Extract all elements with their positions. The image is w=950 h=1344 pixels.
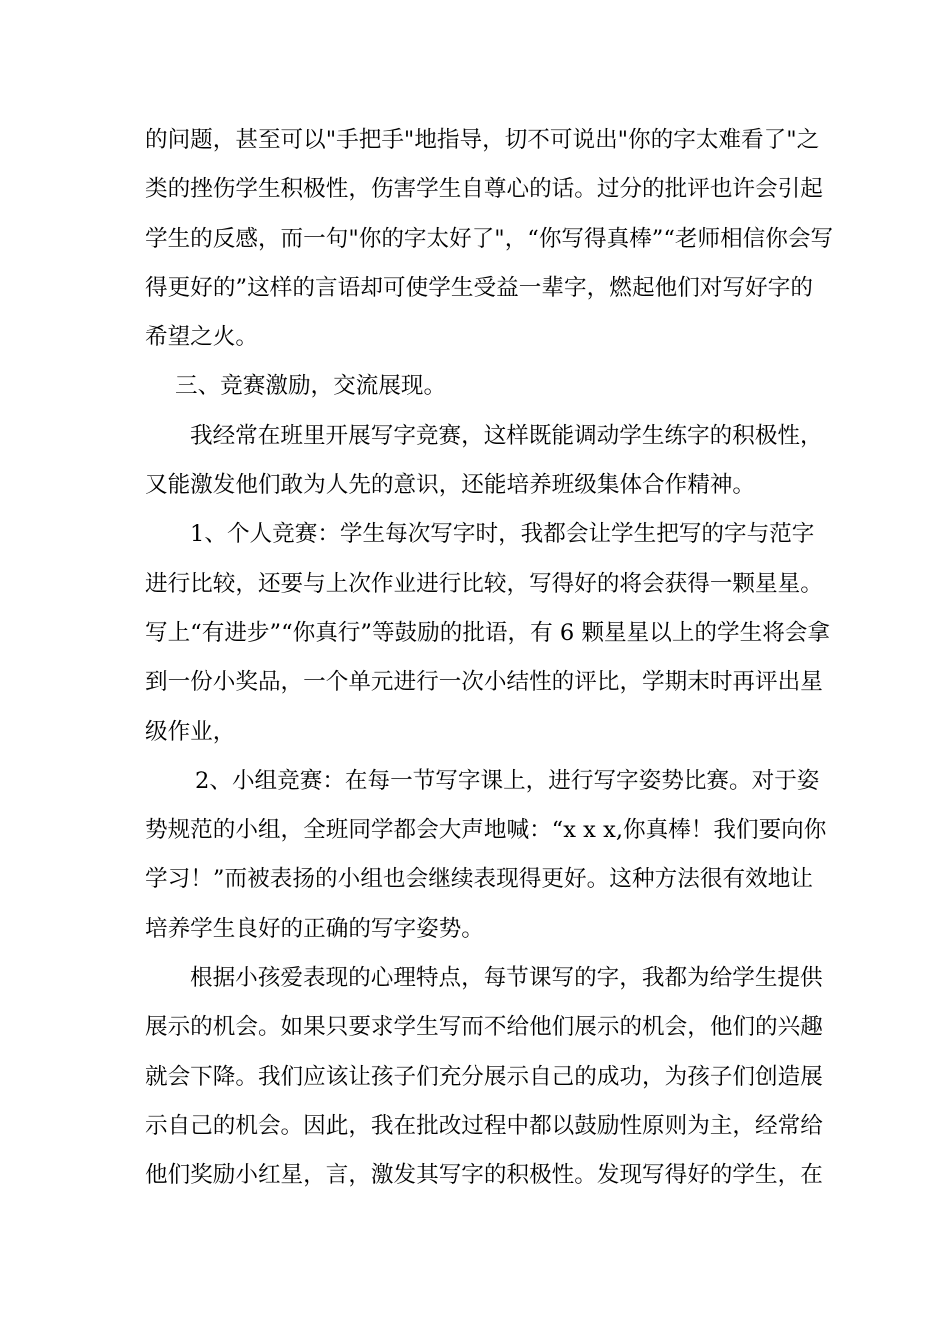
paragraph-individual-competition	[145, 510, 830, 756]
paragraph-group-competition	[145, 757, 827, 954]
text-line: 他们奖励小红星，言，激发其写字的积极性。发现写得好的学生，在	[145, 1162, 823, 1189]
paragraph-praise-guidance	[145, 116, 834, 362]
text-line: 学生的反感，而一句"你的字太好了"，“你写得真棒”“老师相信你会写	[145, 225, 834, 252]
body-text	[145, 116, 834, 1201]
text-line: 进行比较，还要与上次作业进行比较，写得好的将会获得一颗星星。	[145, 570, 823, 597]
text-line: 展示的机会。如果只要求学生写而不给他们展示的机会，他们的兴趣	[145, 1014, 823, 1041]
text-line: 级作业，	[145, 718, 236, 745]
text-line: 又能激发他们敢为人先的意识，还能培养班级集体合作精神。	[145, 472, 756, 499]
text-line: 的问题，甚至可以"手把手"地指导，切不可说出"你的字太难看了"之	[145, 127, 820, 153]
text-line: 学习！”而被表扬的小组也会继续表现得更好。这种方法很有效地让	[145, 866, 813, 893]
text-line: 培养学生良好的正确的写字姿势。	[145, 915, 484, 942]
text-line: 示自己的机会。因此，我在批改过程中都以鼓励性原则为主，经常给	[145, 1112, 823, 1139]
text-line: 我经常在班里开展写字竞赛，这样既能调动学生练字的积极性，	[190, 422, 823, 449]
section-heading	[145, 362, 813, 411]
text-line: 根据小孩爱表现的心理特点，每节课写的字，我都为给学生提供	[190, 965, 823, 992]
text-line: 希望之火。	[145, 324, 258, 351]
text-line: 写上“有进步”“你真行”等鼓励的批语，有 6 颗星星以上的学生将会拿	[145, 619, 830, 646]
text-line: 1、个人竞赛：学生每次写字时，我都会让学生把写的字与范字	[190, 521, 815, 548]
text-line: 势规范的小组，全班同学都会大声地喊：“x x x,你真棒！我们要向你	[145, 817, 827, 844]
paragraph-showcase	[145, 954, 823, 1200]
text-line: 2、小组竞赛：在每一节写字课上，进行写字姿势比赛。对于姿	[195, 767, 820, 794]
paragraph-competition-intro	[145, 412, 823, 511]
text-line: 就会下降。我们应该让孩子们充分展示自己的成功，为孩子们创造展	[145, 1063, 823, 1090]
text-line: 到一份小奖品，一个单元进行一次小结性的评比，学期末时再评出星	[145, 669, 823, 696]
text-line: 类的挫伤学生积极性，伤害学生自尊心的话。过分的批评也许会引起	[145, 176, 823, 203]
text-line: 得更好的”这样的言语却可使学生受益一辈字，燃起他们对写好字的	[145, 274, 813, 301]
section-heading-text: 三、竞赛激励，交流展现。	[175, 373, 447, 400]
